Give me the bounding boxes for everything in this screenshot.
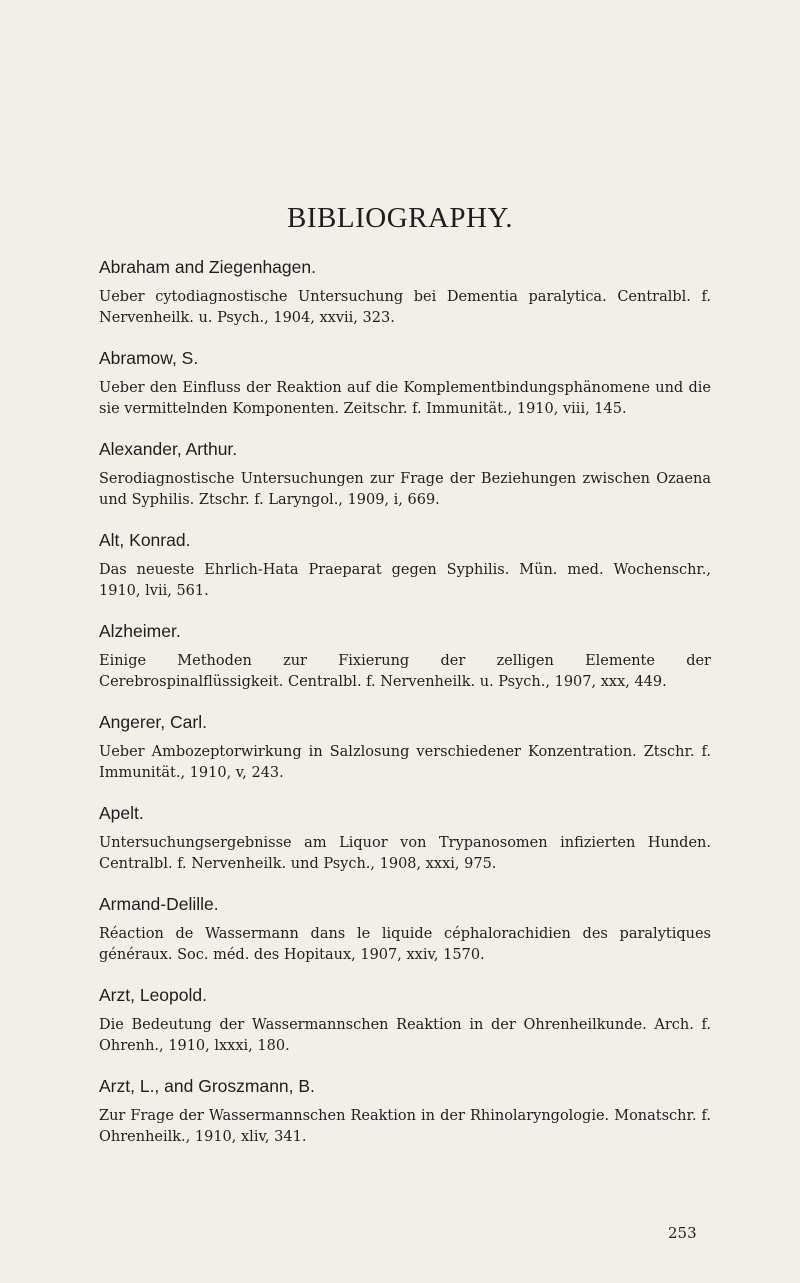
entry-author: Arzt, Leopold. [99, 985, 207, 1005]
bibliography-entry [99, 893, 711, 965]
entry-citation: Zur Frage der Wassermannschen Reaktion in der Rhinolaryngologie. Monatschr. f. Ohrenheilk., 1910, xliv, 341. [99, 1108, 711, 1145]
entry-citation: Serodiagnostische Untersuchungen zur Frage der Beziehungen zwischen Ozaena und Syphilis. Ztschr. f. Laryngol., 1909, i, 669. [99, 471, 711, 508]
page-title: BIBLIOGRAPHY. [287, 202, 513, 234]
entry-author: Abraham and Ziegenhagen. [99, 257, 316, 277]
entry-citation: Ueber den Einfluss der Reaktion auf die Komplementbindungsphänomene und die sie vermittelnden Komponenten. Zeitschr. f. Immunität., 1910, viii, 145. [99, 380, 711, 417]
bibliography-entry [99, 711, 711, 783]
bibliography-entry [99, 529, 711, 601]
entry-citation: Die Bedeutung der Wassermannschen Reaktion in der Ohrenheilkunde. Arch. f. Ohrenh., 1910, lxxxi, 180. [99, 1017, 711, 1054]
bibliography-entry [99, 620, 711, 692]
bibliography-entry [99, 347, 711, 419]
entry-author: Alzheimer. [99, 621, 181, 641]
entry-citation: Einige Methoden zur Fixierung der zelligen Elemente der Cerebrospinalflüssigkeit. Centralbl. f. Nervenheilk. u. Psych., 1907, xxx, 449. [99, 653, 711, 690]
entry-author: Abramow, S. [99, 348, 199, 368]
entry-citation: Réaction de Wassermann dans le liquide céphalorachidien des paralytiques généraux. Soc. méd. des Hopitaux, 1907, xxiv, 1570. [99, 926, 711, 963]
bibliography-entry [99, 256, 711, 328]
entry-author: Arzt, L., and Groszmann, B. [99, 1076, 315, 1096]
entry-citation: Ueber cytodiagnostische Untersuchung bei Dementia paralytica. Centralbl. f. Nervenheilk. u. Psych., 1904, xxvii, 323. [99, 289, 711, 326]
page-number: 253 [668, 1224, 697, 1242]
entry-author: Alt, Konrad. [99, 530, 191, 550]
bibliography-entry [99, 1075, 711, 1147]
bibliography-entry [99, 438, 711, 510]
bibliography-list [99, 256, 711, 1166]
bibliography-entry [99, 802, 711, 874]
entry-author: Angerer, Carl. [99, 712, 207, 732]
entry-author: Armand-Delille. [99, 894, 219, 914]
entry-author: Alexander, Arthur. [99, 439, 238, 459]
entry-citation: Das neueste Ehrlich-Hata Praeparat gegen Syphilis. Mün. med. Wochenschr., 1910, lvii, 561. [99, 562, 711, 599]
bibliography-entry [99, 984, 711, 1056]
entry-citation: Ueber Ambozeptorwirkung in Salzlosung verschiedener Konzentration. Ztschr. f. Immunität., 1910, v, 243. [99, 744, 711, 781]
entry-citation: Untersuchungsergebnisse am Liquor von Trypanosomen infizierten Hunden. Centralbl. f. Nervenheilk. und Psych., 1908, xxxi, 975. [99, 835, 711, 872]
entry-author: Apelt. [99, 803, 144, 823]
